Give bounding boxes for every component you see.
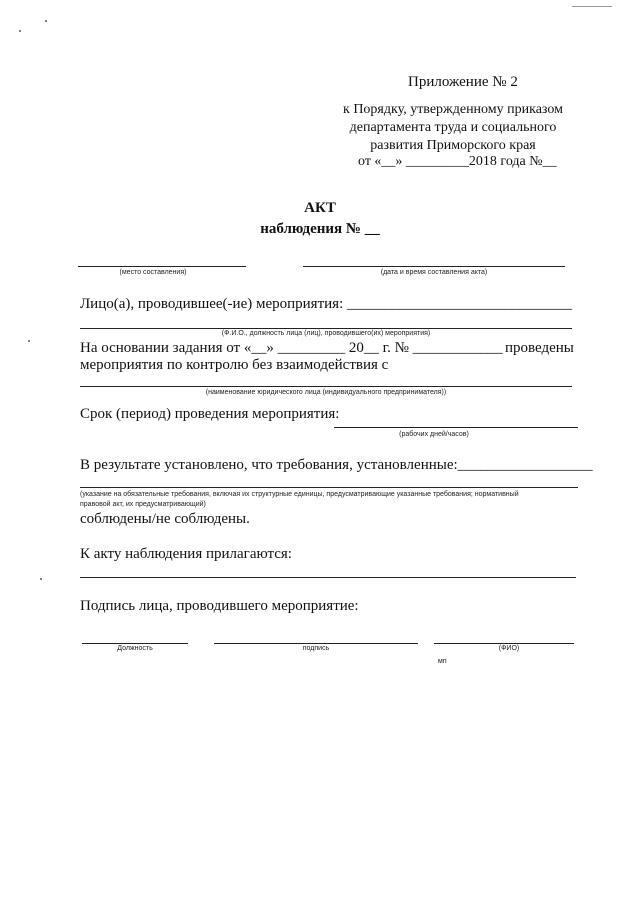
result-line-2 (80, 487, 578, 488)
scan-dot (28, 340, 30, 342)
basis-conducted: проведены (505, 340, 574, 356)
appendix-line-1: к Порядку, утвержденному приказом (343, 102, 563, 117)
fio-caption: (Ф.И.О., должность лица (лиц), проводившего(их) мероприятия) (221, 330, 431, 337)
attached-label: К акту наблюдения прилагаются: (80, 546, 292, 562)
name-line (434, 643, 574, 644)
scan-dot (40, 578, 42, 580)
appendix-line-3: развития Приморского края (370, 138, 536, 153)
term-line (334, 427, 578, 428)
datetime-line (303, 266, 565, 267)
appendix-title: Приложение № 2 (408, 74, 518, 90)
term-label: Срок (период) проведения мероприятия: (80, 406, 340, 422)
scan-mark-top (572, 6, 612, 7)
persons-label: Лицо(а), проводившее(-ие) мероприятия: ______________________________ (80, 296, 572, 312)
act-title: АКТ (304, 200, 336, 216)
persons-line-2 (80, 328, 572, 329)
act-subtitle: наблюдения № __ (260, 221, 380, 237)
basis-line-1: На основании задания от «__» _________ 20__ г. № ____________ (80, 340, 503, 356)
signature-line (214, 643, 418, 644)
position-line (82, 643, 188, 644)
appendix-line-4: от «__» _________2018 года №__ (358, 154, 557, 169)
legal-entity-line (80, 386, 572, 387)
appendix-line-2: департамента труда и социального (349, 120, 557, 135)
place-line (78, 266, 246, 267)
datetime-caption: (дата и время составления акта) (380, 269, 488, 276)
name-caption: (ФИО) (498, 645, 520, 652)
place-caption: (место составления) (119, 269, 187, 276)
scan-dot (45, 20, 47, 22)
requirements-caption-1: (указание на обязательные требования, включая их структурные единицы, предусматривающие указанные требования; нормативный (80, 491, 519, 498)
stamp-caption: мп (438, 658, 447, 665)
requirements-caption-2: правовой акт, их предусматривающий) (80, 501, 206, 508)
complied-text: соблюдены/не соблюдены. (80, 511, 250, 527)
legal-entity-caption: (наименование юридического лица (индивидуального предпринимателя)) (205, 389, 447, 396)
signature-label: Подпись лица, проводившего мероприятие: (80, 598, 359, 614)
attached-line (80, 577, 576, 578)
basis-line-2: мероприятия по контролю без взаимодействия с (80, 357, 389, 373)
signature-caption: подпись (302, 645, 330, 652)
scan-dot (19, 30, 21, 32)
result-label: В результате установлено, что требования, установленные:__________________ (80, 457, 593, 473)
position-caption: Должность (117, 645, 153, 652)
workdays-caption: (рабочих дней/часов) (399, 431, 469, 438)
